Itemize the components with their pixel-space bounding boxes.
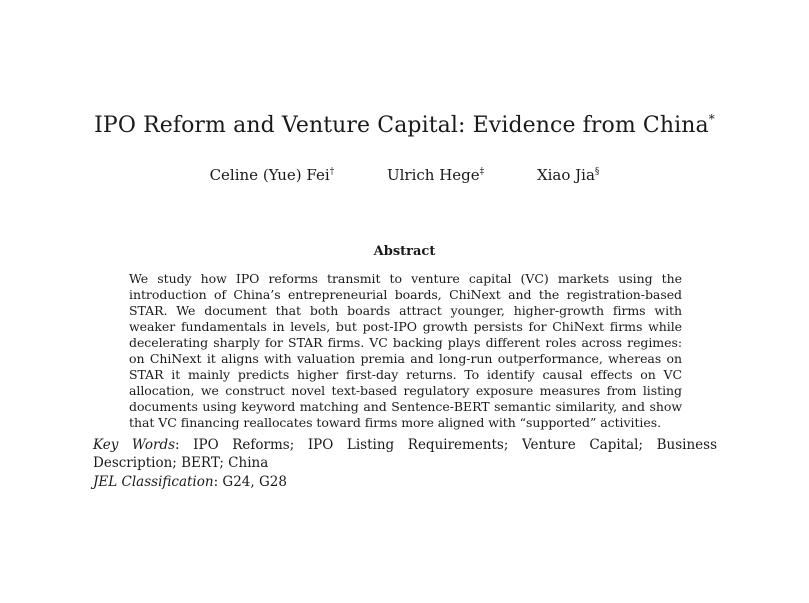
- author-footnote-mark: †: [329, 167, 335, 177]
- author-list: [0, 165, 809, 185]
- keywords-line: [93, 436, 717, 472]
- abstract-text: We study how IPO reforms transmit to venture capital (VC) markets using the introduction of China’s entrepreneurial boards, ChiNext and the registration-based STAR. We document that both boards attract younger, higher-growth firms with weaker fundamentals in levels, but post-IPO growth persists for ChiNext firms while decelerating sharply for STAR firms. VC backing plays different roles across regimes: on ChiNext it aligns with valuation premia and long-run outperformance, whereas on STAR it mainly predicts higher first-day returns. To identify causal effects on VC allocation, we construct novel text-based regulatory exposure measures from listing documents using keyword matching and Sentence-BERT semantic similarity, and show that VC financing reallocates toward firms more aligned with “supported” activities.: [129, 271, 682, 430]
- author-footnote-mark: §: [594, 167, 600, 177]
- jel-text: : G24, G28: [213, 474, 287, 490]
- author-footnote-mark: ‡: [479, 167, 485, 177]
- jel-label: JEL Classification: [93, 474, 214, 490]
- jel-classification-line: [93, 473, 717, 491]
- paper-title: [0, 112, 809, 140]
- keywords-label: Key Words: [93, 437, 176, 453]
- author-2: [387, 165, 484, 185]
- author-name: Celine (Yue) Fei: [209, 166, 330, 184]
- author-1: [210, 165, 335, 185]
- title-footnote-mark: *: [708, 112, 715, 126]
- paper-title-text: IPO Reform and Venture Capital: Evidence from China: [94, 113, 709, 138]
- author-name: Xiao Jia: [536, 166, 595, 184]
- author-name: Ulrich Hege: [386, 166, 480, 184]
- abstract-heading: Abstract: [373, 244, 436, 259]
- author-3: [537, 165, 599, 185]
- keywords-text: : IPO Reforms; IPO Listing Requirements; Venture Capital; Business Description; BERT; China: [93, 437, 717, 471]
